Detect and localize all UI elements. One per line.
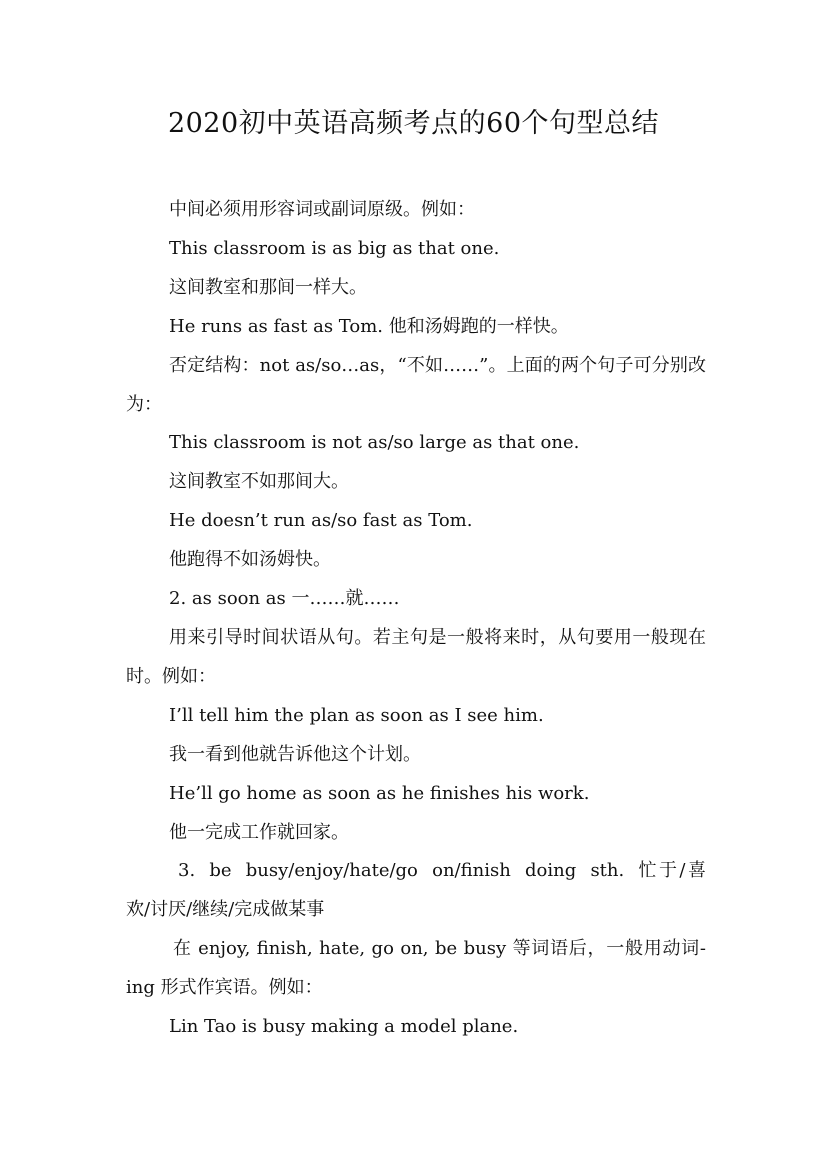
example-sentence: I’ll tell him the plan as soon as I see him. <box>169 704 544 726</box>
document-title: 2020初中英语高频考点的60个句型总结 <box>167 108 660 139</box>
paragraph: 中间必须用形容词或副词原级。例如： <box>169 199 475 220</box>
paragraph: 用来引导时间状语从句。若主句是一般将来时，从句要用一般现在时。例如： <box>126 626 706 687</box>
translation: 他跑得不如汤姆快。 <box>169 549 331 571</box>
paragraph: 在 enjoy, finish, hate, go on, be busy 等词语后，一般用动词-ing 形式作宾语。例如： <box>126 938 706 999</box>
example-sentence: This classroom is not as/so large as that one. <box>169 432 580 454</box>
translation: 他一完成工作就回家。 <box>169 821 349 843</box>
translation: 这间教室和那间一样大。 <box>169 276 367 298</box>
example-sentence: He doesn’t run as/so fast as Tom. <box>169 510 473 532</box>
translation: 这间教室不如那间大。 <box>169 471 349 493</box>
document-body <box>126 191 706 1047</box>
translation: 我一看到他就告诉他这个计划。 <box>169 743 421 765</box>
example-sentence: This classroom is as big as that one. <box>169 237 500 259</box>
section-heading: 2. as soon as 一……就…… <box>169 588 400 610</box>
example-sentence: Lin Tao is busy making a model plane. <box>169 1016 519 1038</box>
example-sentence: He runs as fast as Tom. 他和汤姆跑的一样快。 <box>169 315 569 337</box>
paragraph: 否定结构：not as/so…as，“不如……”。上面的两个句子可分别改为： <box>126 354 706 415</box>
section-heading: 3. be busy/enjoy/hate/go on/finish doing sth. 忙于/喜欢/讨厌/继续/完成做某事 <box>126 860 706 921</box>
example-sentence: He’ll go home as soon as he finishes his work. <box>169 782 590 804</box>
